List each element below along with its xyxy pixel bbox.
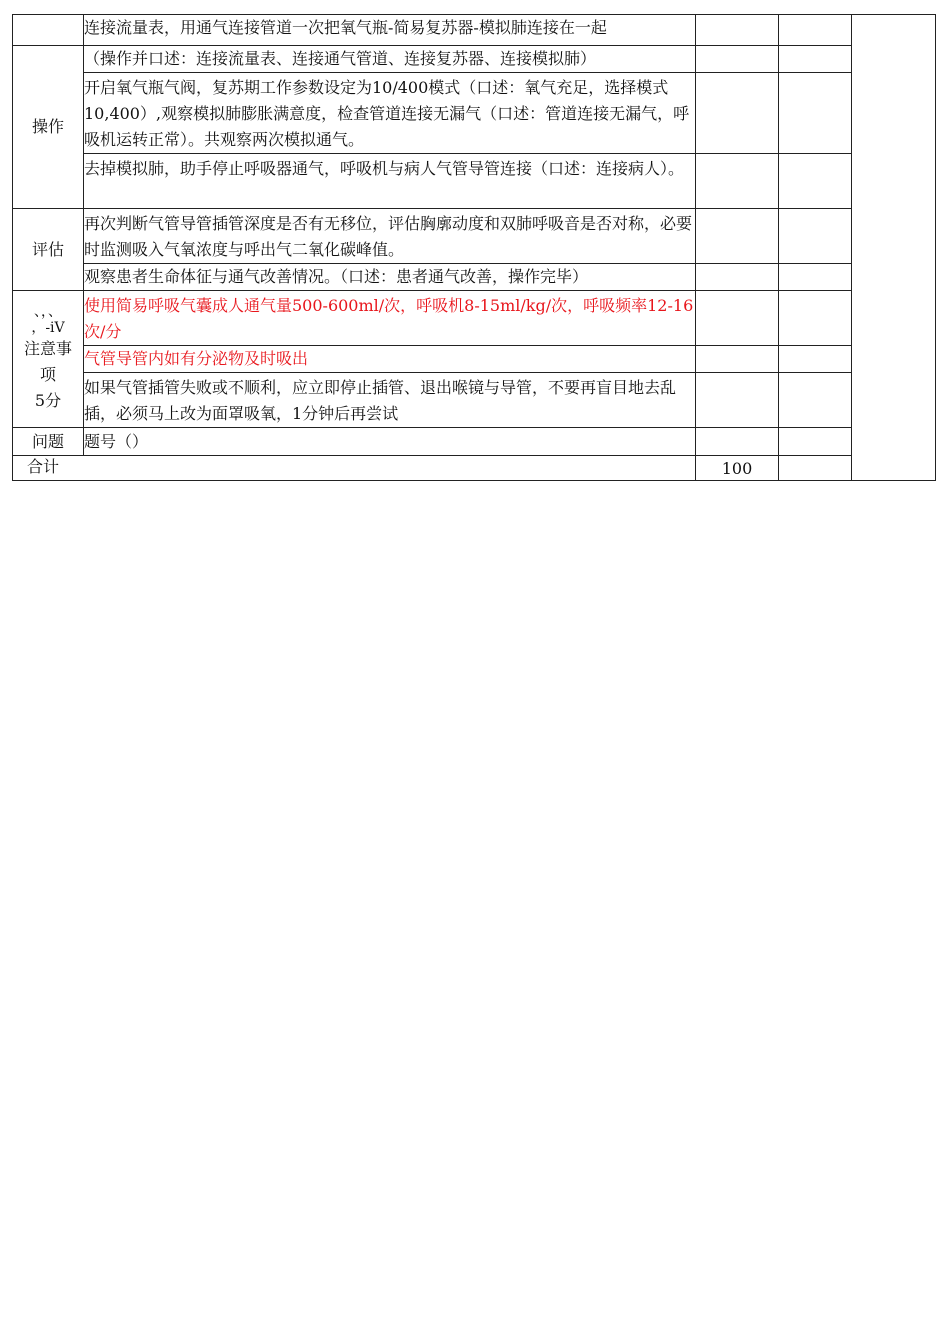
deduct-cell [779, 456, 852, 481]
item-cell: 再次判断气管导管插管深度是否有无移位，评估胸廓动度和双肺呼吸音是否对称，必要时监测吸入气氧浓度与呼出气二氧化碳峰值。 [84, 209, 696, 264]
item-cell [84, 15, 696, 46]
item-text: （操作并口述：连接流量表、连接通气管道、连接复苏器、连接模拟肺） [84, 49, 597, 68]
score-cell [696, 73, 779, 154]
remark-cell [852, 15, 936, 481]
score-cell [696, 15, 779, 46]
deduct-cell [779, 346, 852, 373]
table-row [13, 264, 936, 291]
table-row [13, 456, 936, 481]
category-question: 问题 [13, 428, 84, 456]
table-row [13, 346, 936, 373]
garbled-fragment: ，-iV [31, 320, 65, 336]
attention-label: 注意事项 [23, 339, 72, 384]
category-operation: 操作 [13, 46, 84, 209]
table-row [13, 209, 936, 264]
deduct-cell [779, 154, 852, 209]
deduct-cell [779, 73, 852, 154]
item-cell: 开启氧气瓶气阀，复苏期工作参数设定为10/400模式（口述：氧气充足，选择模式10,400）,观察模拟肺膨胀满意度，检查管道连接无漏气（口述：管道连接无漏气，呼吸机运转正常）。共观察两次模拟通气。 [84, 73, 696, 154]
table-row [13, 373, 936, 428]
score-cell [696, 291, 779, 346]
table-row [13, 73, 936, 154]
item-cell [84, 46, 696, 73]
item-cell: 去掉模拟肺，助手停止呼吸器通气，呼吸机与病人气管导管连接（口述：连接病人）。 [84, 154, 696, 209]
table-row [13, 291, 936, 346]
item-text: 观察患者生命体征与通气改善情况。（口述：患者通气改善，操作完毕） [84, 267, 589, 286]
score-cell [696, 154, 779, 209]
score-cell [696, 264, 779, 291]
deduct-cell [779, 46, 852, 73]
scoring-table [12, 14, 936, 481]
attention-points: 5分 [34, 391, 62, 410]
table-row [13, 15, 936, 46]
item-text: 连接流量表，用通气连接管道一次把氧气瓶-简易复苏器-模拟肺连接在一起 [84, 18, 607, 37]
item-cell-highlight: 气管导管内如有分泌物及时吸出 [84, 346, 696, 373]
deduct-cell [779, 209, 852, 264]
score-cell [696, 373, 779, 428]
deduct-cell [779, 428, 852, 456]
question-number: 题号（） [84, 428, 696, 456]
score-cell [696, 46, 779, 73]
deduct-cell [779, 264, 852, 291]
category-evaluation: 评估 [13, 209, 84, 291]
deduct-cell [779, 15, 852, 46]
total-label: 合计 [13, 456, 696, 481]
item-cell-highlight: 使用简易呼吸气囊成人通气量500-600ml/次，呼吸机8-15ml/kg/次，呼吸频率12-16次/分 [84, 291, 696, 346]
category-cell-empty [13, 15, 84, 46]
score-cell [696, 346, 779, 373]
table-row [13, 46, 936, 73]
table-row [13, 154, 936, 209]
score-cell [696, 209, 779, 264]
score-cell [696, 428, 779, 456]
item-cell [84, 264, 696, 291]
deduct-cell [779, 373, 852, 428]
table-row [13, 428, 936, 456]
deduct-cell [779, 291, 852, 346]
total-score: 100 [696, 456, 779, 481]
garbled-fragment: 、，、 [34, 304, 62, 320]
item-cell: 如果气管插管失败或不顺利，应立即停止插管、退出喉镜与导管，不要再盲目地去乱插，必须马上改为面罩吸氧，1分钟后再尝试 [84, 373, 696, 428]
category-attention [13, 291, 84, 428]
